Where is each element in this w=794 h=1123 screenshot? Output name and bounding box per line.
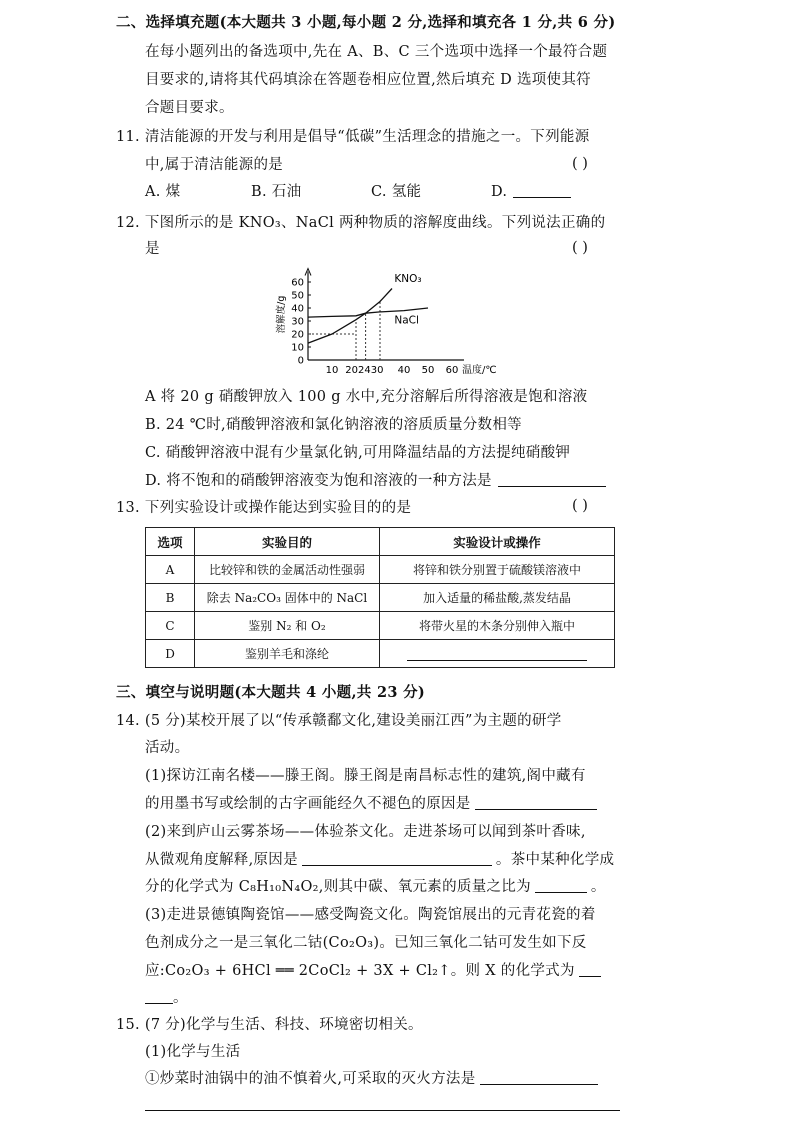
- y-axis-label: 溶解度/g: [276, 295, 287, 334]
- q14-part2-text-b: 。茶中某种化学成: [495, 852, 615, 868]
- x-tick-label: 40: [397, 365, 411, 376]
- q14-part2-line2: [145, 850, 614, 870]
- y-tick-label: 10: [291, 342, 304, 354]
- q15-item1-blank: [480, 1070, 598, 1085]
- q15-item1: [145, 1069, 598, 1089]
- table-cell: D: [146, 640, 195, 668]
- section2-heading: 二、选择填充题(本大题共 3 小题,每小题 2 分,选择和填充各 1 分,共 6 分): [116, 14, 616, 31]
- q11-stem-line2: 中,属于清洁能源的是: [145, 157, 284, 173]
- q13-stem: 13. 下列实验设计或操作能达到实验目的的是: [116, 500, 412, 516]
- y-tick-label: 40: [291, 303, 304, 315]
- q13-experiment-table: [145, 527, 615, 668]
- q14-part1-blank: [475, 795, 597, 810]
- q14-part3-line2: 色剂成分之一是三氧化二钴(Co₂O₃)。已知三氧化二钴可发生如下反: [145, 935, 587, 951]
- section2-instruction-line3: 合题目要求。: [145, 100, 234, 116]
- q14-stem-line1: 14. (5 分)某校开展了以“传承赣鄱文化,建设美丽江西”为主题的研学: [116, 713, 562, 729]
- q14-part2-line1: (2)来到庐山云雾茶场——体验茶文化。走进茶场可以闻到茶叶香味,: [145, 824, 586, 840]
- q12-option-a: A 将 20 g 硝酸钾放入 100 g 水中,充分溶解后所得溶液是饱和溶液: [145, 389, 588, 405]
- q13-answer-paren: ( ): [572, 498, 588, 514]
- table-cell: 加入适量的稀盐酸,蒸发结晶: [380, 584, 615, 612]
- section2-instruction-line2: 目要求的,请将其代码填涂在答题卷相应位置,然后填充 D 选项使其符: [145, 72, 591, 88]
- q11-option-d-label: D.: [491, 184, 508, 200]
- table-cell: C: [146, 612, 195, 640]
- q15-stem: 15. (7 分)化学与生活、科技、环境密切相关。: [116, 1017, 423, 1033]
- x-axis-label: 温度/℃: [462, 365, 497, 376]
- q11-option-a: A. 煤: [145, 184, 181, 200]
- q14-part2-text-c: 分的化学式为 C₈H₁₀N₄O₂,则其中碳、氧元素的质量之比为: [145, 879, 531, 895]
- table-cell: 除去 Na₂CO₃ 固体中的 NaCl: [195, 584, 380, 612]
- q14-part2-ratio-blank: [535, 878, 587, 893]
- q14-part1-text: 的用墨书写或绘制的古字画能经久不褪色的原因是: [145, 796, 471, 812]
- q14-part3-line3: [145, 961, 601, 981]
- table-cell: 将带火星的木条分别伸入瓶中: [380, 612, 615, 640]
- x-tick-label: 202430: [345, 365, 384, 376]
- q11-option-d-blank: [513, 183, 571, 198]
- q12-stem-line1: 12. 下图所示的是 KNO₃、NaCl 两种物质的溶解度曲线。下列说法正确的: [116, 215, 606, 231]
- y-tick-label: 50: [291, 290, 304, 302]
- section3-heading: 三、填空与说明题(本大题共 4 小题,共 23 分): [116, 684, 426, 701]
- table-row: [146, 612, 615, 640]
- q14-stem-line2: 活动。: [145, 740, 190, 756]
- section2-instruction-line1: 在每小题列出的备选项中,先在 A、B、C 三个选项中选择一个最符合题: [145, 44, 608, 60]
- q14-part2-blank: [302, 851, 492, 866]
- q11-stem-line1: 11. 清洁能源的开发与利用是倡导“低碳”生活理念的措施之一。下列能源: [116, 129, 590, 145]
- q15-sub1: (1)化学与生活: [145, 1044, 241, 1060]
- y-tick-label: 30: [291, 316, 304, 328]
- q11-option-d: [491, 182, 571, 202]
- q12-option-d: [145, 471, 606, 491]
- q14-part2-text-a: 从微观角度解释,原因是: [145, 852, 298, 868]
- table-header-row: [146, 528, 615, 556]
- table-cell: B: [146, 584, 195, 612]
- table-row: [146, 556, 615, 584]
- q12-option-d-text: D. 将不饱和的硝酸钾溶液变为饱和溶液的一种方法是: [145, 473, 492, 489]
- q14-part3-line4: [145, 988, 188, 1008]
- kno3-label: KNO₃: [394, 273, 422, 285]
- q15-item1-blank-line2: [145, 1110, 620, 1111]
- q12-answer-paren: ( ): [572, 240, 588, 256]
- q14-part3-equation: 应:Co₂O₃ + 6HCl ══ 2CoCl₂ + 3X + Cl₂↑。则 X 的化学式为: [145, 963, 575, 979]
- y-tick-label: 0: [297, 355, 304, 367]
- table-cell-answer-blank: [380, 640, 615, 668]
- q14-part3-blank-cont: [145, 989, 173, 1004]
- table-header-cell: 实验设计或操作: [380, 528, 615, 556]
- q12-option-b: B. 24 ℃时,硝酸钾溶液和氯化钠溶液的溶质质量分数相等: [145, 417, 522, 433]
- solubility-chart: [270, 265, 497, 383]
- table-header-cell: 选项: [146, 528, 195, 556]
- y-tick-label: 20: [291, 329, 304, 341]
- q11-option-b: B. 石油: [251, 184, 302, 200]
- table-cell: 将锌和铁分别置于硫酸镁溶液中: [380, 556, 615, 584]
- table-header-cell: 实验目的: [195, 528, 380, 556]
- nacl-label: NaCl: [394, 314, 419, 327]
- q11-option-c: C. 氢能: [371, 184, 422, 200]
- q11-answer-paren: ( ): [572, 156, 588, 172]
- q12-stem-line2: 是: [145, 241, 160, 257]
- q12-option-d-blank: [498, 472, 606, 487]
- table-cell: 比较锌和铁的金属活动性强弱: [195, 556, 380, 584]
- q14-part1-line1: (1)探访江南名楼——滕王阁。滕王阁是南昌标志性的建筑,阁中藏有: [145, 768, 586, 784]
- q12-option-c: C. 硝酸钾溶液中混有少量氯化钠,可用降温结晶的方法提纯硝酸钾: [145, 445, 571, 461]
- table-row: [146, 584, 615, 612]
- x-tick-label: 50: [421, 365, 435, 376]
- q14-part2-line3: [145, 877, 606, 897]
- q14-part3-period: 。: [173, 990, 188, 1006]
- q14-part3-line1: (3)走进景德镇陶瓷馆——感受陶瓷文化。陶瓷馆展出的元青花瓷的着: [145, 907, 596, 923]
- x-tick-label: 10: [325, 365, 339, 376]
- table-row: [146, 640, 615, 668]
- q14-part2-text-d: 。: [590, 879, 606, 895]
- q14-part1-line2: [145, 794, 597, 814]
- table-cell: 鉴别羊毛和涤纶: [195, 640, 380, 668]
- x-tick-label: 60: [445, 365, 459, 376]
- q15-item1-text: ①炒菜时油锅中的油不慎着火,可采取的灭火方法是: [145, 1071, 476, 1087]
- q14-part3-blank: [579, 962, 601, 977]
- y-tick-label: 60: [291, 277, 304, 289]
- q13-d-blank: [407, 646, 587, 661]
- table-cell: A: [146, 556, 195, 584]
- table-cell: 鉴别 N₂ 和 O₂: [195, 612, 380, 640]
